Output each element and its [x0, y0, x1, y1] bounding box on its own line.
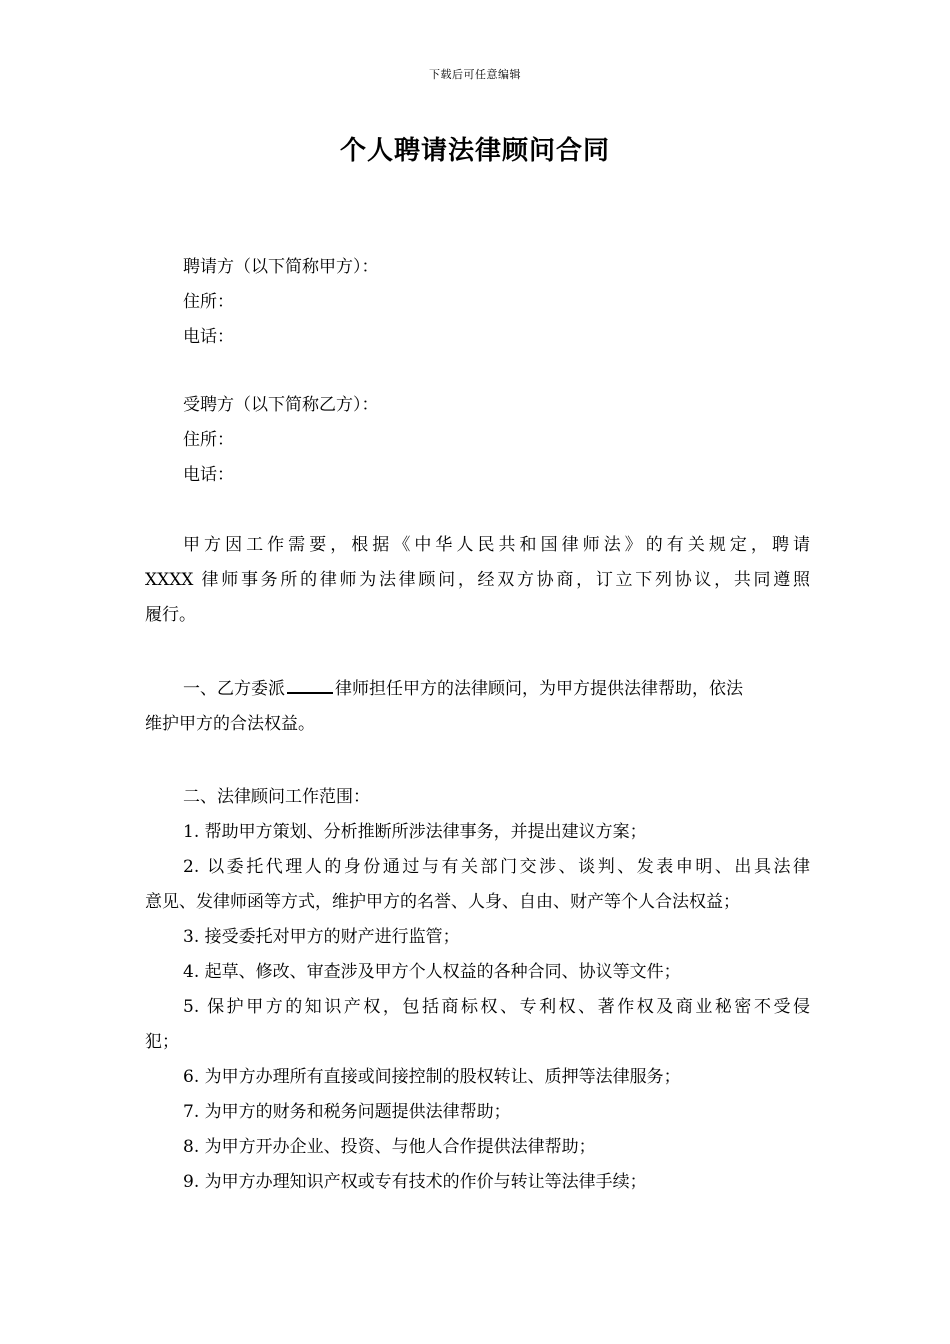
clause-2-item-7: 7. 为甲方的财务和税务问题提供法律帮助； — [183, 1102, 511, 1122]
clause-2-item-8: 8. 为甲方开办企业、投资、与他人合作提供法律帮助； — [183, 1137, 596, 1157]
party-a-label: 聘请方（以下简称甲方）： — [183, 257, 379, 277]
party-a-block — [145, 250, 810, 355]
clause-2-item-5-line-1: 5. 保护甲方的知识产权，包括商标权、专利权、著作权及商业秘密不受侵 — [183, 997, 810, 1017]
clause-2-item-4: 4. 起草、修改、审查涉及甲方个人权益的各种合同、协议等文件； — [183, 962, 681, 982]
preamble-line-3: 履行。 — [145, 605, 196, 625]
party-b-label: 受聘方（以下简称乙方）： — [183, 395, 379, 415]
party-b-address: 住所： — [183, 430, 234, 450]
clause-2-item-6: 6. 为甲方办理所有直接或间接控制的股权转让、质押等法律服务； — [183, 1067, 681, 1087]
clause-1-part-1: 一、乙方委派 — [183, 679, 285, 699]
party-b-phone: 电话： — [183, 465, 234, 485]
clause-2-item-2-line-1: 2. 以委托代理人的身份通过与有关部门交涉、谈判、发表申明、出具法律 — [183, 857, 810, 877]
clause-1-paragraph — [145, 672, 810, 742]
page-title: 个人聘请法律顾问合同 — [339, 136, 610, 166]
clause-2-section — [145, 780, 810, 1200]
clause-1-line-1 — [145, 672, 810, 707]
party-b-block — [145, 388, 810, 493]
preamble-line-2: XXXX 律师事务所的律师为法律顾问，经双方协商，订立下列协议，共同遵照 — [145, 570, 810, 590]
clause-2-item-5-line-2: 犯； — [145, 1032, 179, 1052]
header-note: 下载后可任意编辑 — [429, 68, 521, 81]
clause-2-item-1: 1. 帮助甲方策划、分析推断所涉法律事务，并提出建议方案； — [183, 822, 647, 842]
clause-1-line-2: 维护甲方的合法权益。 — [145, 714, 315, 734]
clause-2-item-3: 3. 接受委托对甲方的财产进行监管； — [183, 927, 460, 947]
clause-1-part-2: 律师担任甲方的法律顾问，为甲方提供法律帮助，依法 — [335, 679, 743, 699]
clause-2-item-9: 9. 为甲方办理知识产权或专有技术的作价与转让等法律手续； — [183, 1172, 647, 1192]
party-a-phone: 电话： — [183, 327, 234, 347]
preamble-paragraph — [145, 528, 810, 633]
clause-2-heading: 二、法律顾问工作范围： — [183, 787, 370, 807]
lawyer-name-blank — [287, 675, 333, 694]
preamble-line-1: 甲方因工作需要，根据《中华人民共和国律师法》的有关规定，聘请 — [183, 535, 810, 555]
party-a-address: 住所： — [183, 292, 234, 312]
clause-2-item-2-line-2: 意见、发律师函等方式，维护甲方的名誉、人身、自由、财产等个人合法权益； — [145, 892, 740, 912]
